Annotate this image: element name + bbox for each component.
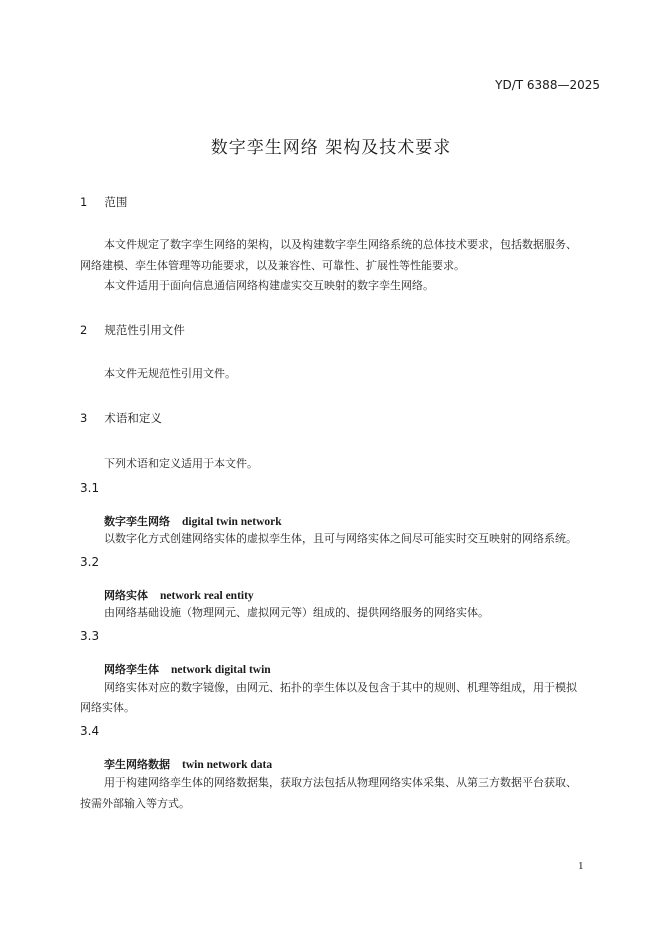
term-definition: 用于构建网络孪生体的网络数据集，获取方法包括从物理网络实体采集、从第三方数据平台获取、 xyxy=(104,776,577,789)
document-title: 数字孪生网络 架构及技术要求 xyxy=(210,138,452,158)
term-chinese: 孪生网络数据 xyxy=(104,758,170,771)
paragraph: 本文件规定了数字孪生网络的架构，以及构建数字孪生网络系统的总体技术要求，包括数据服务、 xyxy=(104,238,577,251)
term-number: 3.1 xyxy=(80,481,100,495)
term-chinese: 数字孪生网络 xyxy=(104,515,170,528)
term-english: digital twin network xyxy=(182,516,282,528)
term-english: network real entity xyxy=(160,590,254,602)
term-heading xyxy=(104,510,282,529)
section-title: 范围 xyxy=(104,195,128,209)
section-3-heading xyxy=(80,407,162,426)
term-definition: 以数字化方式创建网络实体的虚拟孪生体，且可与网络实体之间尽可能实时交互映射的网络系统。 xyxy=(104,532,577,545)
term-number: 3.4 xyxy=(80,724,100,738)
term-heading xyxy=(104,753,272,772)
paragraph: 下列术语和定义适用于本文件。 xyxy=(104,457,258,470)
section-number: 3 xyxy=(80,411,88,425)
paragraph: 本文件无规范性引用文件。 xyxy=(104,367,236,380)
section-title: 术语和定义 xyxy=(104,411,162,425)
section-title: 规范性引用文件 xyxy=(104,323,185,337)
term-definition: 网络实体对应的数字镜像，由网元、拓扑的孪生体以及包含于其中的规则、机理等组成，用于模拟 xyxy=(104,681,577,694)
term-heading xyxy=(104,584,254,603)
section-number: 2 xyxy=(80,323,88,337)
standard-number: YD/T 6388—2025 xyxy=(495,78,600,92)
term-number: 3.2 xyxy=(80,555,100,569)
paragraph: 网络建模、孪生体管理等功能要求，以及兼容性、可靠性、扩展性等性能要求。 xyxy=(80,259,465,272)
term-heading xyxy=(104,658,271,677)
paragraph: 本文件适用于面向信息通信网络构建虚实交互映射的数字孪生网络。 xyxy=(104,279,434,292)
term-definition: 网络实体。 xyxy=(80,701,135,714)
term-english: network digital twin xyxy=(171,664,271,676)
term-chinese: 网络孪生体 xyxy=(104,663,159,676)
term-english: twin network data xyxy=(182,759,273,771)
page-number: 1 xyxy=(578,860,584,872)
term-chinese: 网络实体 xyxy=(104,589,148,602)
section-1-heading xyxy=(80,191,127,210)
section-2-heading xyxy=(80,319,185,338)
term-definition: 由网络基础设施（物理网元、虚拟网元等）组成的、提供网络服务的网络实体。 xyxy=(104,606,489,619)
term-number: 3.3 xyxy=(80,629,100,643)
term-definition: 按需外部输入等方式。 xyxy=(80,797,190,810)
section-number: 1 xyxy=(80,195,88,209)
